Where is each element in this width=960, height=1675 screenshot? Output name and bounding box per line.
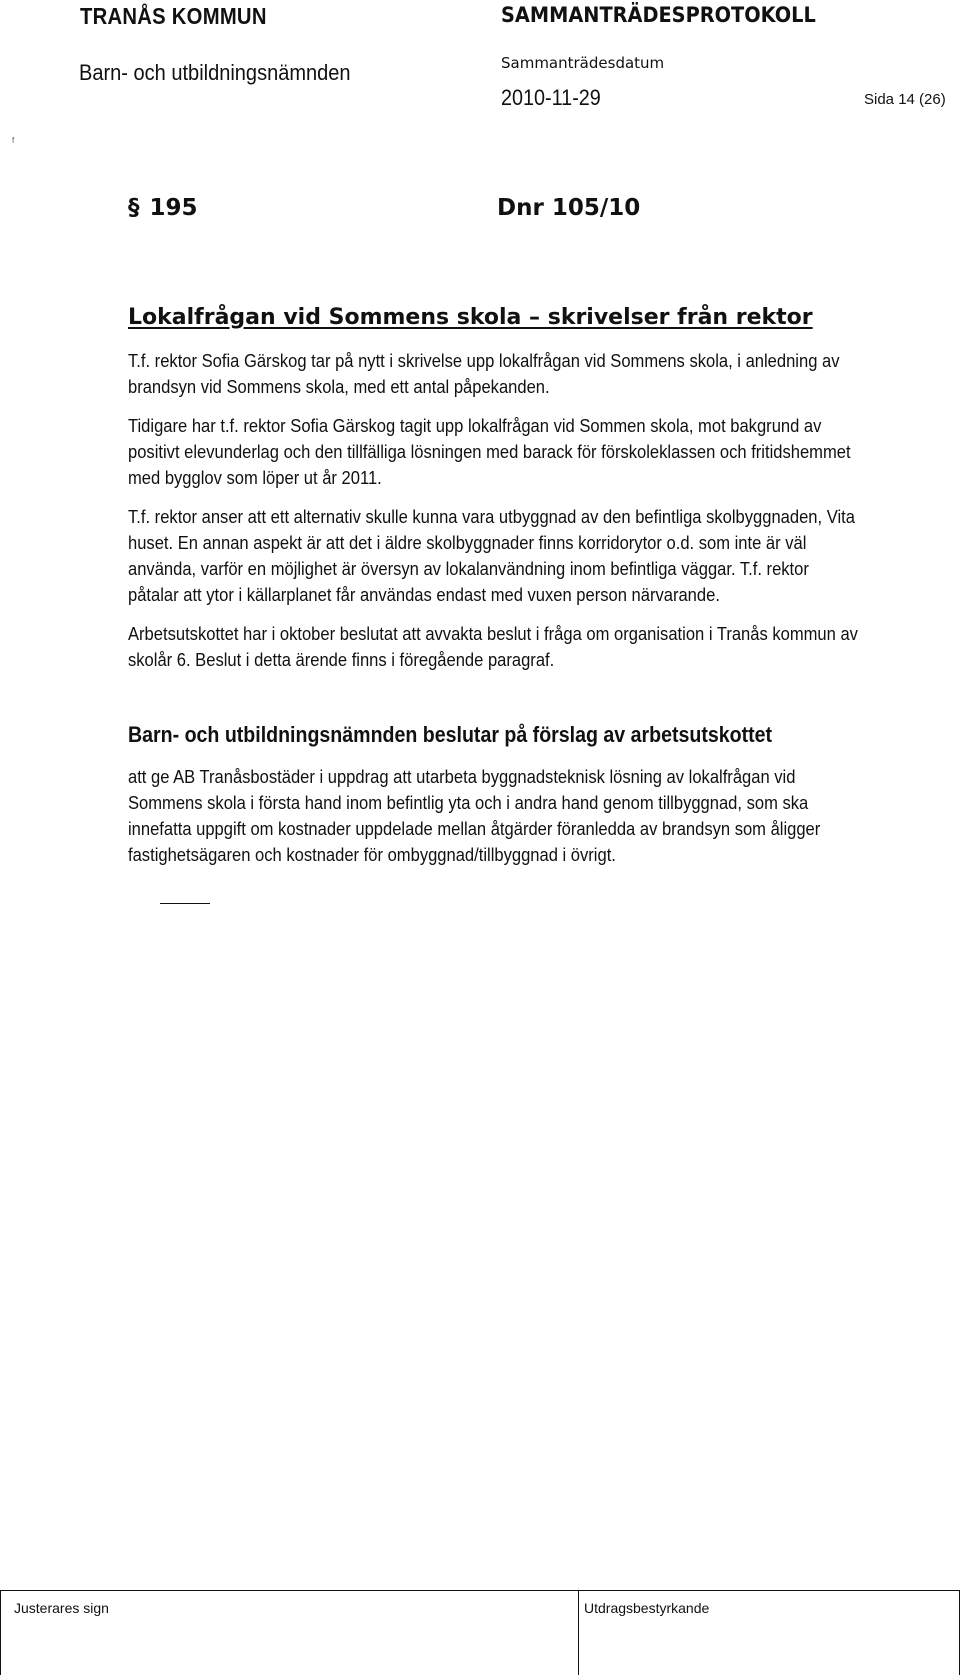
paragraph-line: med bygglov som löper ut år 2011.	[128, 468, 382, 488]
section-title: Lokalfrågan vid Sommens skola – skrivelser från rektor	[128, 305, 813, 330]
case-number: Dnr 105/10	[497, 195, 641, 221]
section-number	[128, 195, 198, 221]
paragraph-4	[128, 621, 948, 673]
page-number: Sida 14 (26)	[864, 91, 946, 108]
decision-line: innefatta uppgift om kostnader uppdelade mellan åtgärder föranledda av brandsyn som åligger	[128, 819, 821, 839]
paragraph-line: Arbetsutskottet har i oktober beslutat att avvakta beslut i fråga om organisation i Tranås kommun av	[128, 624, 858, 644]
footer-rule	[0, 1590, 960, 1591]
paragraph-number: 195	[149, 195, 198, 221]
paragraph-line: huset. En annan aspekt är att det i äldre skolbyggnader finns korridorytor o.d. som inte är väl	[128, 533, 807, 553]
meeting-date-label: Sammanträdesdatum	[501, 54, 665, 72]
decision-line: Sommens skola i första hand inom befintlig yta och i andra hand genom tillbyggnad, som ska	[128, 793, 809, 813]
paragraph-line: skolår 6. Beslut i detta ärende finns i föregående paragraf.	[128, 650, 555, 670]
decision-line: att ge AB Tranåsbostäder i uppdrag att utarbeta byggnadsteknisk lösning av lokalfrågan vid	[128, 767, 796, 787]
paragraph-line: Tidigare har t.f. rektor Sofia Gärskog tagit upp lokalfrågan vid Sommen skola, mot bakgrund av	[128, 416, 822, 436]
paragraph-line: T.f. rektor anser att ett alternativ skulle kunna vara utbyggnad av den befintliga skolbyggnaden, Vita	[128, 507, 855, 527]
end-rule	[160, 903, 210, 904]
committee-name: Barn- och utbildningsnämnden	[79, 60, 351, 85]
decision-line: fastighetsägaren och kostnader för ombyggnad/tillbyggnad i övrigt.	[128, 845, 616, 865]
paragraph-line: brandsyn vid Sommens skola, med ett antal påpekanden.	[128, 377, 550, 397]
paragraph-line: positivt elevunderlag och den tillfälliga lösningen med barack för förskoleklassen och fritidshemmet	[128, 442, 851, 462]
footer-divider-left	[0, 1590, 1, 1675]
decision-heading: Barn- och utbildningsnämnden beslutar på förslag av arbetsutskottet	[128, 722, 773, 747]
extract-certification-label: Utdragsbestyrkande	[584, 1600, 710, 1616]
organization-name: TRANÅS KOMMUN	[80, 3, 267, 29]
stray-mark: f	[12, 136, 15, 145]
paragraph-line: påtalar att ytor i källarplanet får användas endast med vuxen person närvarande.	[128, 585, 720, 605]
paragraph-sign: §	[128, 195, 140, 221]
paragraph-3	[128, 504, 948, 608]
reviewer-signature-label: Justerares sign	[14, 1600, 109, 1616]
paragraph-line: T.f. rektor Sofia Gärskog tar på nytt i skrivelse upp lokalfrågan vid Sommens skola, i anledning av	[128, 351, 840, 371]
paragraph-1	[128, 348, 948, 400]
meeting-date: 2010-11-29	[501, 85, 601, 110]
paragraph-2	[128, 413, 948, 491]
footer-divider-middle	[578, 1590, 579, 1675]
decision-text	[128, 764, 948, 868]
paragraph-line: använda, varför en möjlighet är översyn av lokalanvändning inom befintliga väggar. T.f. rektor	[128, 559, 809, 579]
document-type: SAMMANTRÄDESPROTOKOLL	[501, 3, 816, 27]
